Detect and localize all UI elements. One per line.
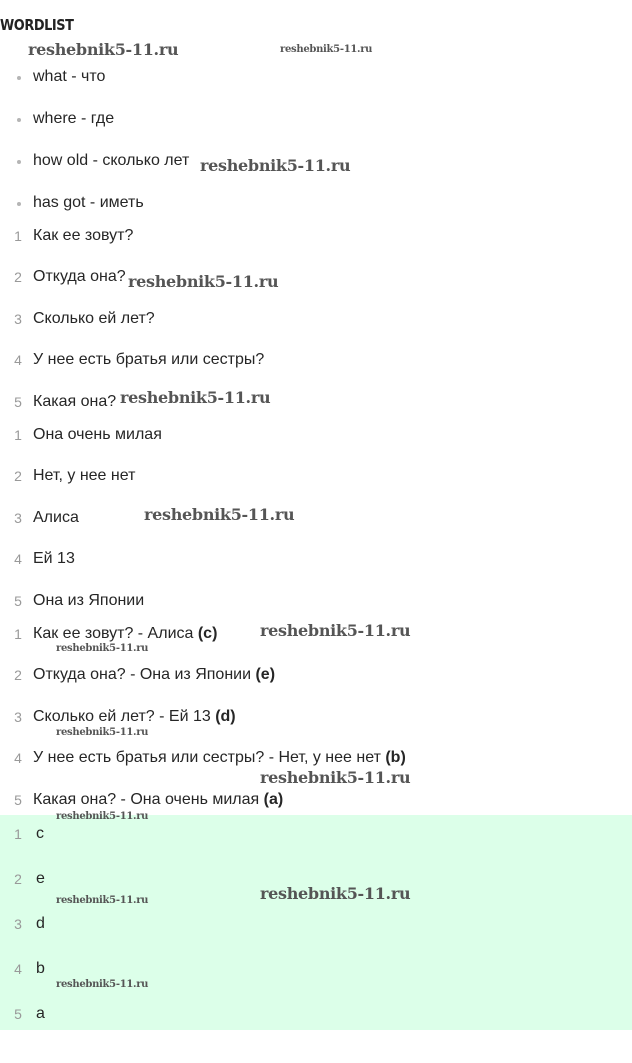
match-key: (e): [255, 666, 276, 683]
wordlist-text: has got - иметь: [33, 194, 144, 211]
item-number: 2: [14, 269, 22, 285]
match-pair: У нее есть братья или сестры? - Нет, у нее нет: [33, 749, 386, 766]
wordlist-heading: WORDLIST: [0, 16, 74, 34]
match-pair: Откуда она? - Она из Японии: [33, 666, 256, 683]
item-number: 5: [14, 792, 22, 808]
item-number: 1: [14, 826, 22, 842]
match-pair: Какая она? - Она очень милая: [33, 791, 264, 808]
item-number: 4: [14, 352, 22, 368]
match-pair: Как ее зовут? - Алиса: [33, 625, 198, 642]
answer-letter: a: [36, 1005, 45, 1022]
question-text: Как ее зовут?: [33, 227, 134, 244]
watermark: reshebnik5-11.ru: [260, 768, 411, 787]
wordlist-text: how old - сколько лет: [33, 152, 190, 169]
watermark: reshebnik5-11.ru: [56, 979, 149, 990]
reply-text: Она из Японии: [33, 592, 145, 609]
watermark: reshebnik5-11.ru: [128, 272, 279, 291]
question-text: Откуда она?: [33, 268, 126, 285]
watermark: reshebnik5-11.ru: [200, 156, 351, 175]
watermark: reshebnik5-11.ru: [56, 727, 149, 738]
item-number: 2: [14, 871, 22, 887]
match-key: (c): [197, 625, 218, 642]
bullet-icon: [17, 202, 21, 206]
watermark: reshebnik5-11.ru: [260, 621, 411, 640]
wordlist-text: where - где: [33, 110, 115, 127]
reply-text: Нет, у нее нет: [33, 467, 136, 484]
item-number: 3: [14, 311, 22, 327]
reply-text: Алиса: [33, 509, 79, 526]
item-number: 3: [14, 709, 22, 725]
item-number: 3: [14, 916, 22, 932]
item-number: 1: [14, 228, 22, 244]
match-text: [33, 624, 217, 644]
watermark: reshebnik5-11.ru: [260, 884, 411, 903]
answer-letter: b: [36, 960, 45, 977]
bullet-icon: [17, 76, 21, 80]
match-text: [33, 748, 406, 768]
match-key: (a): [263, 791, 284, 808]
bullet-icon: [17, 160, 21, 164]
item-number: 3: [14, 510, 22, 526]
answer-letter: d: [36, 915, 45, 932]
match-pair: Сколько ей лет? - Ей 13: [33, 708, 216, 725]
question-text: У нее есть братья или сестры?: [33, 351, 265, 368]
wordlist-text: what - что: [33, 68, 106, 85]
item-number: 1: [14, 427, 22, 443]
watermark: reshebnik5-11.ru: [56, 811, 149, 822]
question-text: Сколько ей лет?: [33, 310, 155, 327]
watermark: reshebnik5-11.ru: [120, 388, 271, 407]
answer-letter: c: [36, 825, 44, 842]
answer-letter: e: [36, 870, 45, 887]
reply-text: Ей 13: [33, 550, 75, 567]
bullet-icon: [17, 118, 21, 122]
item-number: 4: [14, 961, 22, 977]
match-text: [33, 707, 236, 727]
answer-key-panel: [0, 815, 632, 1030]
watermark: reshebnik5-11.ru: [144, 505, 295, 524]
watermark: reshebnik5-11.ru: [280, 44, 373, 55]
watermark: reshebnik5-11.ru: [56, 643, 149, 654]
question-text: Какая она?: [33, 393, 117, 410]
match-key: (b): [385, 749, 406, 766]
item-number: 4: [14, 551, 22, 567]
watermark: reshebnik5-11.ru: [56, 895, 149, 906]
match-text: [33, 665, 275, 685]
match-text: [33, 790, 283, 810]
item-number: 1: [14, 626, 22, 642]
match-key: (d): [215, 708, 236, 725]
item-number: 5: [14, 1006, 22, 1022]
item-number: 5: [14, 394, 22, 410]
item-number: 4: [14, 750, 22, 766]
watermark: reshebnik5-11.ru: [28, 40, 179, 59]
reply-text: Она очень милая: [33, 426, 162, 443]
item-number: 2: [14, 468, 22, 484]
item-number: 5: [14, 593, 22, 609]
item-number: 2: [14, 667, 22, 683]
